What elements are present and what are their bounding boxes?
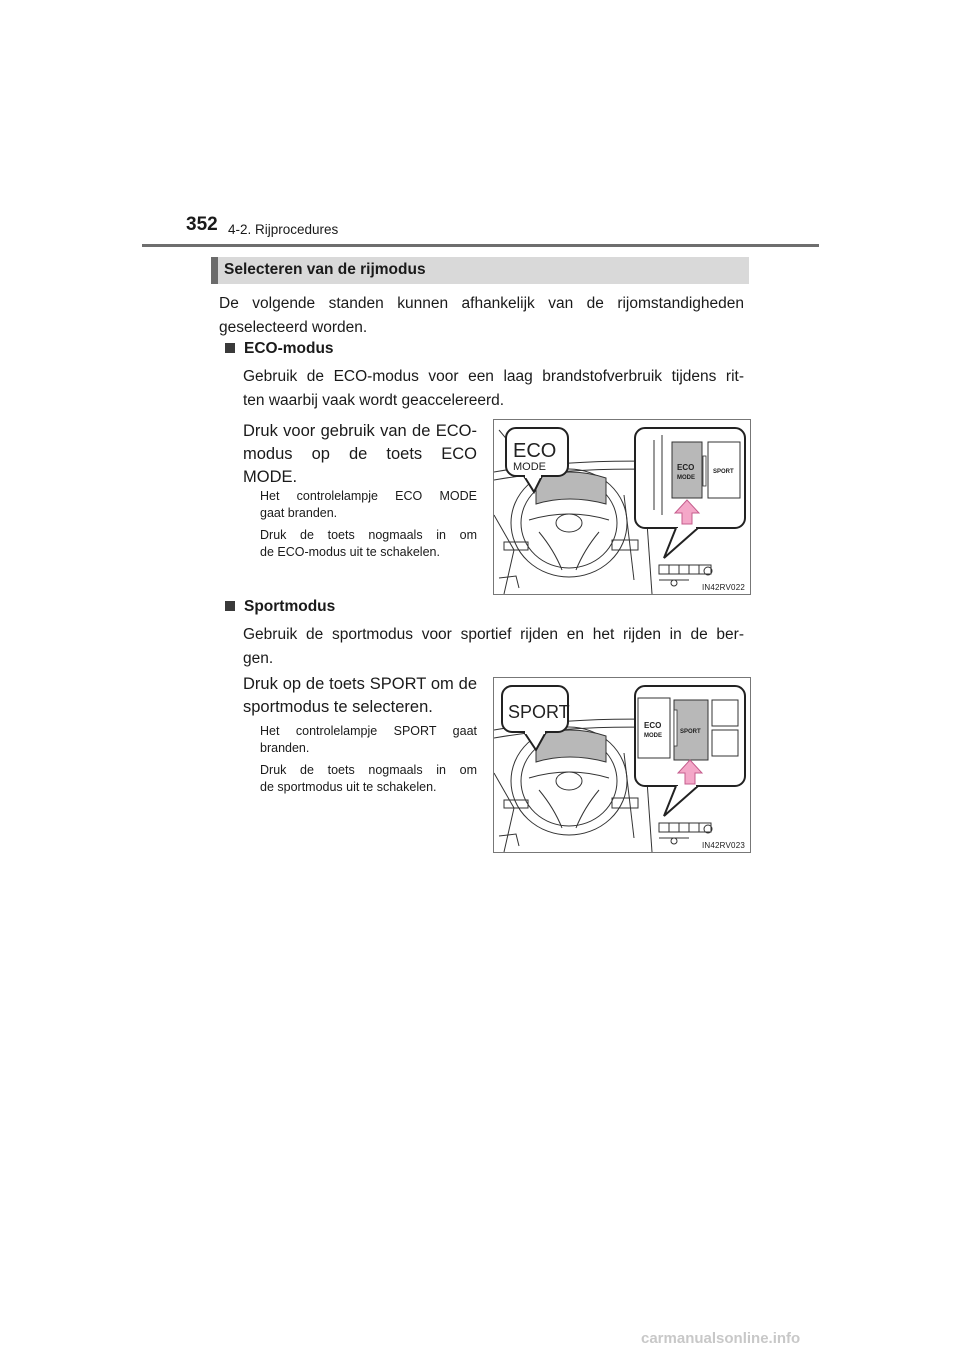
eco-note-2-line-1: Druk de toets nogmaals in om	[260, 528, 477, 542]
eco-desc-line-2: ten waarbij vaak wordt geaccelereerd.	[243, 392, 505, 409]
eco-callout-line-2: MODE	[513, 461, 546, 473]
sport-figure-button-sport: SPORT	[680, 729, 701, 735]
eco-figure-code: IN42RV022	[701, 583, 745, 592]
eco-dashboard-drawing	[494, 420, 750, 594]
sport-desc-line-1: Gebruik de sportmodus voor sportief rijden en het rijden in de ber-	[243, 626, 744, 643]
section-title: Selecteren van de rijmodus	[224, 261, 426, 278]
sport-mode-illustration	[493, 677, 751, 853]
sport-note-2-line-2: de sportmodus uit te schakelen.	[260, 780, 437, 794]
eco-figure-button-eco-line-1: ECO	[677, 463, 695, 472]
eco-figure-button-sport: SPORT	[713, 469, 734, 475]
square-bullet-icon	[225, 343, 235, 353]
header-rule	[142, 244, 819, 247]
sport-figure-button-eco-line-1: ECO	[644, 721, 662, 730]
sport-note-2-line-1: Druk de toets nogmaals in om	[260, 763, 477, 777]
sport-instr-line-2: sportmodus te selecteren.	[243, 698, 433, 716]
page-number: 352	[186, 214, 218, 235]
watermark: carmanualsonline.info	[641, 1330, 801, 1347]
eco-callout-line-1: ECO	[513, 440, 557, 462]
square-bullet-icon	[225, 601, 235, 611]
section-bar-accent	[211, 257, 218, 284]
eco-heading-label: ECO-modus	[244, 340, 334, 357]
intro-line-2: geselecteerd worden.	[219, 319, 368, 336]
sport-heading	[225, 598, 335, 616]
sport-note-1-line-1: Het controlelampje SPORT gaat	[260, 724, 477, 738]
sport-heading-label: Sportmodus	[244, 598, 336, 615]
eco-note-1-line-1: Het controlelampje ECO MODE	[260, 489, 477, 503]
eco-instr-line-3: MODE.	[243, 468, 298, 486]
sport-figure-code: IN42RV023	[701, 841, 745, 850]
eco-heading	[225, 340, 334, 358]
eco-instr-line-1: Druk voor gebruik van de ECO-	[243, 422, 477, 440]
section-title-bar	[211, 257, 749, 284]
intro-line-1: De volgende standen kunnen afhankelijk van de rijomstandigheden	[219, 295, 744, 312]
eco-instr-line-2: modus op de toets ECO	[243, 445, 477, 463]
eco-note-2-line-2: de ECO-modus uit te schakelen.	[260, 545, 440, 559]
eco-figure-button-eco-line-2: MODE	[677, 475, 695, 481]
sport-note-1-line-2: branden.	[260, 741, 310, 755]
sport-desc-line-2: gen.	[243, 650, 274, 667]
eco-mode-illustration	[493, 419, 751, 595]
sport-figure-button-eco-line-2: MODE	[644, 733, 662, 739]
sport-dashboard-drawing	[494, 678, 750, 852]
eco-desc-line-1: Gebruik de ECO-modus voor een laag brandstofverbruik tijdens rit-	[243, 368, 744, 385]
sport-instr-line-1: Druk op de toets SPORT om de	[243, 675, 477, 693]
eco-note-1-line-2: gaat branden.	[260, 506, 338, 520]
sport-callout: SPORT	[508, 702, 570, 722]
breadcrumb: 4-2. Rijprocedures	[228, 222, 339, 237]
